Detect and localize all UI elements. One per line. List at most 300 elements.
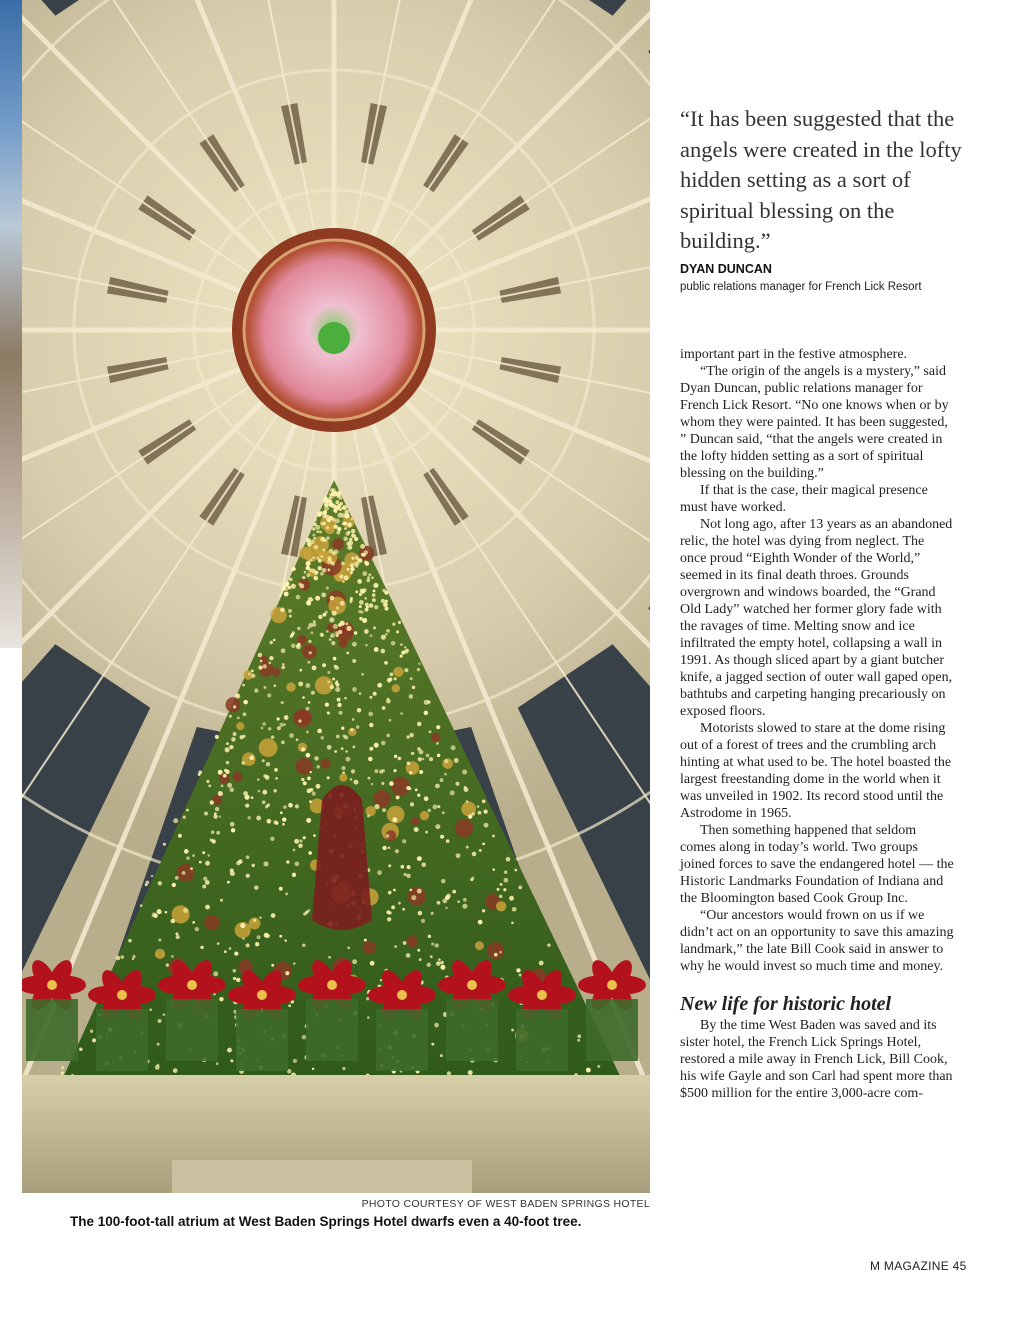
tree-light: [263, 664, 267, 668]
tree-light: [343, 522, 347, 526]
tree-light: [385, 633, 388, 636]
article-paragraph: “Our ancestors would frown on us if we didn’t act on an opportunity to save this amazing landmark,” the late Bill Cook said in answer to why he would invest so much time and money.: [680, 908, 954, 974]
tree-light: [547, 943, 550, 946]
tree-light: [301, 747, 305, 751]
tree-light: [183, 908, 188, 913]
tree-light: [311, 631, 314, 634]
tree-light: [434, 1023, 439, 1028]
poinsettia-center: [467, 980, 477, 990]
tree-ornament: [320, 758, 330, 768]
tree-light: [440, 965, 445, 970]
tree-light: [273, 789, 277, 793]
tree-light: [262, 800, 266, 804]
tree-light: [471, 876, 474, 879]
tree-light: [478, 811, 482, 815]
tree-light: [438, 958, 441, 961]
tree-light: [447, 1071, 451, 1075]
tree-light: [190, 867, 193, 870]
tree-light: [321, 592, 326, 597]
tree-light: [299, 669, 302, 672]
article-paragraph: If that is the case, their magical presence must have worked.: [680, 483, 928, 515]
tree-light: [242, 735, 245, 738]
tree-light: [421, 919, 425, 923]
tree-light: [312, 792, 316, 796]
tree-light: [289, 615, 292, 618]
tree-light: [257, 778, 259, 780]
tree-light: [280, 608, 285, 613]
previous-page-edge: [0, 0, 22, 648]
tree-light: [389, 781, 394, 786]
tree-light: [307, 661, 310, 664]
tree-light: [382, 706, 386, 710]
tree-light: [369, 696, 372, 699]
article-paragraph: “The origin of the angels is a mystery,” said Dyan Duncan, public relations manager for French Lick Resort. “No one knows when or by whom they were painted. It has been suggested, ” Duncan said, “that the angels were created in the lofty hidden setting as a sort of spiritual blessing on the building.”: [680, 364, 949, 481]
tree-light: [246, 855, 250, 859]
tree-light: [279, 935, 282, 938]
tree-light: [336, 531, 340, 535]
tree-light: [509, 896, 514, 901]
tree-light: [283, 805, 287, 809]
tree-light: [163, 1013, 166, 1016]
tree-light: [539, 961, 544, 966]
tree-light: [338, 527, 341, 530]
tree-light: [205, 880, 210, 885]
tree-light: [288, 803, 293, 808]
tree-light: [429, 757, 433, 761]
tree-light: [242, 684, 245, 687]
tree-light: [393, 889, 396, 892]
tree-light: [289, 578, 293, 582]
tree-light: [256, 816, 261, 821]
tree-light: [176, 935, 180, 939]
tree-light: [367, 777, 370, 780]
tree-ornament: [431, 733, 440, 742]
tree-light: [306, 561, 311, 566]
tree-light: [267, 693, 271, 697]
tree-light: [359, 600, 364, 605]
tree-light: [339, 711, 343, 715]
tree-light: [307, 777, 311, 781]
tree-light: [335, 519, 340, 524]
tree-light: [306, 818, 311, 823]
tree-ornament: [293, 709, 311, 727]
tree-light: [404, 646, 406, 648]
poinsettia-foliage: [26, 999, 78, 1061]
tree-light: [466, 846, 469, 849]
tree-ornament: [339, 639, 348, 648]
tree-light: [444, 773, 447, 776]
tree-light: [351, 769, 355, 773]
tree-light: [326, 526, 329, 529]
tree-light: [308, 542, 312, 546]
tree-light: [347, 947, 350, 950]
tree-light: [444, 759, 448, 763]
tree-light: [202, 884, 206, 888]
tree-light: [411, 752, 414, 755]
tree-light: [306, 566, 311, 571]
tree-light: [281, 666, 285, 670]
tree-light: [367, 576, 370, 579]
tree-light: [288, 609, 292, 613]
tree-light: [275, 821, 278, 824]
tree-light: [248, 816, 251, 819]
tree-light: [207, 854, 209, 856]
tree-light: [331, 641, 335, 645]
tree-light: [342, 734, 345, 737]
tree-light: [424, 711, 429, 716]
tree-light: [337, 492, 342, 497]
tree-ornament: [406, 936, 417, 947]
tree-light: [385, 600, 388, 603]
tree-light: [342, 580, 345, 583]
tree-light: [226, 742, 229, 745]
tree-light: [364, 629, 369, 634]
tree-light: [308, 701, 311, 704]
quote-author: DYAN DUNCAN: [680, 262, 772, 276]
tree-light: [337, 703, 341, 707]
tree-light: [262, 790, 267, 795]
tree-light: [329, 549, 334, 554]
tree-light: [387, 917, 391, 921]
tree-light: [407, 761, 411, 765]
tree-light: [322, 663, 326, 667]
tree-light: [339, 575, 343, 579]
tree-light: [335, 500, 339, 504]
tree-light: [283, 723, 285, 725]
tree-light: [374, 647, 379, 652]
tree-light: [132, 958, 134, 960]
tree-light: [316, 525, 321, 530]
tree-light: [327, 776, 330, 779]
tree-light: [390, 672, 394, 676]
tree-light: [314, 545, 319, 550]
tree-light: [304, 571, 307, 574]
poinsettia-center: [257, 990, 267, 1000]
tree-light: [324, 504, 328, 508]
tree-light: [61, 1066, 64, 1069]
tree-light: [298, 843, 303, 848]
tree-light: [398, 902, 401, 905]
tree-light: [241, 761, 245, 765]
tree-light: [316, 784, 321, 789]
tree-light: [330, 596, 335, 601]
tree-light: [437, 901, 441, 905]
tree-light: [359, 593, 362, 596]
tree-light: [217, 942, 220, 945]
tree-light: [406, 874, 410, 878]
tree-light: [320, 522, 323, 525]
tree-light: [227, 1048, 232, 1053]
tree-light: [436, 742, 439, 745]
tree-light: [333, 624, 338, 629]
tree-light: [421, 862, 426, 867]
tree-light: [463, 898, 467, 902]
tree-light: [344, 513, 349, 518]
tree-light: [264, 933, 269, 938]
tree-light: [337, 513, 342, 518]
tree-light: [352, 687, 357, 692]
tree-light: [266, 762, 271, 767]
tree-light: [355, 590, 358, 593]
tree-light: [277, 717, 280, 720]
tree-light: [484, 810, 488, 814]
tree-light: [280, 723, 284, 727]
tree-light: [450, 790, 455, 795]
tree-light: [214, 812, 217, 815]
tree-light: [116, 956, 121, 961]
tree-light: [333, 524, 337, 528]
tree-light: [337, 504, 341, 508]
tree-light: [280, 811, 283, 814]
tree-light: [410, 733, 414, 737]
tree-light: [393, 769, 396, 772]
tree-light: [302, 576, 305, 579]
tree-light: [292, 873, 297, 878]
tree-ornament: [225, 697, 240, 712]
tree-light: [313, 576, 318, 581]
tree-light: [346, 626, 351, 631]
tree-light: [478, 920, 483, 925]
tree-ornament: [391, 777, 410, 796]
tree-light: [165, 911, 168, 914]
tree-light: [303, 836, 306, 839]
tree-light: [435, 943, 439, 947]
tree-light: [430, 955, 433, 958]
tree-light: [213, 971, 218, 976]
tree-light: [484, 823, 489, 828]
tree-light: [320, 572, 324, 576]
tree-light: [511, 922, 513, 924]
tree-light: [336, 735, 340, 739]
tree-light: [261, 727, 264, 730]
tree-light: [441, 879, 446, 884]
tree-light: [404, 649, 408, 653]
tree-light: [334, 750, 337, 753]
tree-light: [404, 668, 408, 672]
tree-light: [402, 908, 405, 911]
tree-light: [341, 747, 344, 750]
tree-ornament: [259, 738, 278, 757]
tree-light: [267, 803, 270, 806]
tree-light: [262, 722, 266, 726]
tree-light: [271, 735, 275, 739]
tree-light: [435, 824, 440, 829]
tree-light: [347, 522, 352, 527]
tree-light: [227, 783, 232, 788]
tree-light: [326, 536, 329, 539]
tree-light: [344, 697, 347, 700]
tree-light: [382, 769, 385, 772]
tree-light: [231, 737, 236, 742]
tree-light: [294, 861, 299, 866]
tree-light: [171, 955, 174, 958]
poinsettia-foliage: [516, 1009, 568, 1071]
tree-light: [364, 939, 367, 942]
tree-light: [325, 702, 329, 706]
tree-light: [497, 888, 500, 891]
tree-light: [417, 668, 420, 671]
tree-light: [398, 757, 402, 761]
tree-light: [275, 777, 278, 780]
tree-light: [332, 611, 337, 616]
tree-light: [234, 952, 238, 956]
tree-light: [335, 680, 338, 683]
tree-light: [258, 653, 263, 658]
tree-ornament: [177, 864, 195, 882]
tree-light: [431, 912, 434, 915]
poinsettia-foliage: [166, 999, 218, 1061]
tree-light: [337, 698, 341, 702]
tree-light: [360, 544, 365, 549]
tree-light: [243, 791, 248, 796]
tree-light: [409, 771, 412, 774]
tree-light: [232, 969, 236, 973]
tree-light: [308, 640, 311, 643]
tree-ornament: [420, 811, 429, 820]
tree-light: [158, 1019, 162, 1023]
tree-ornament: [155, 949, 165, 959]
tree-light: [340, 601, 345, 606]
tree-light: [173, 818, 178, 823]
tree-light: [257, 935, 261, 939]
tree-light: [333, 657, 337, 661]
tree-light: [315, 596, 320, 601]
tree-light: [386, 910, 390, 914]
tree-light: [251, 864, 255, 868]
tree-light: [171, 919, 176, 924]
tree-light: [424, 700, 429, 705]
tree-light: [323, 510, 327, 514]
tree-light: [400, 655, 403, 658]
tree-light: [492, 868, 495, 871]
tree-light: [320, 632, 324, 636]
tree-light: [361, 673, 364, 676]
tree-light: [437, 754, 440, 757]
tree-light: [303, 781, 307, 785]
tree-light: [351, 557, 354, 560]
tree-light: [381, 635, 386, 640]
tree-light: [346, 652, 349, 655]
poinsettia-foliage: [586, 999, 638, 1061]
tree-light: [457, 900, 460, 903]
tree-light: [431, 1043, 434, 1046]
tree-light: [479, 849, 482, 852]
tree-light: [251, 674, 255, 678]
tree-light: [518, 885, 522, 889]
tree-light: [353, 534, 356, 537]
tree-light: [346, 568, 349, 571]
tree-light: [240, 923, 245, 928]
tree-light: [362, 571, 367, 576]
tree-light: [401, 865, 405, 869]
poinsettia-center: [117, 990, 127, 1000]
medallion-center: [318, 322, 350, 354]
tree-light: [200, 946, 203, 949]
photo-credit: PHOTO COURTESY OF WEST BADEN SPRINGS HOTEL: [361, 1198, 650, 1210]
tree-light: [468, 814, 472, 818]
tree-light: [268, 661, 271, 664]
tree-light: [395, 849, 399, 853]
tree-light: [316, 765, 319, 768]
tree-light: [226, 761, 230, 765]
tree-light: [391, 905, 395, 909]
tree-light: [285, 971, 289, 975]
tree-light: [368, 573, 371, 576]
tree-light: [370, 961, 375, 966]
tree-light: [381, 782, 384, 785]
tree-light: [386, 734, 390, 738]
tree-light: [317, 557, 320, 560]
tree-light: [353, 746, 356, 749]
tree-light: [436, 961, 441, 966]
tree-light: [577, 1034, 581, 1038]
tree-light: [329, 638, 332, 641]
ledge-panel: [172, 1160, 472, 1193]
tree-light: [424, 796, 429, 801]
tree-light: [305, 683, 310, 688]
tree-light: [433, 805, 438, 810]
tree-light: [298, 719, 301, 722]
tree-light: [323, 497, 328, 502]
tree-light: [229, 745, 233, 749]
poinsettia-foliage: [306, 999, 358, 1061]
article-paragraph: important part in the festive atmosphere.: [680, 347, 908, 362]
tree-light: [182, 871, 186, 875]
tree-light: [440, 1054, 443, 1057]
tree-light: [289, 733, 294, 738]
tree-ornament: [232, 772, 242, 782]
tree-light: [429, 731, 432, 734]
tree-light: [262, 759, 265, 762]
tree-light: [367, 814, 370, 817]
tree-light: [243, 700, 248, 705]
tree-light: [328, 498, 331, 501]
tree-light: [305, 911, 308, 914]
tree-light: [157, 1043, 160, 1046]
tree-light: [296, 644, 299, 647]
tree-light: [341, 766, 345, 770]
tree-light: [285, 893, 288, 896]
tree-light: [360, 610, 363, 613]
tree-light: [312, 556, 315, 559]
tree-light: [371, 576, 374, 579]
tree-light: [233, 977, 236, 980]
tree-light: [341, 727, 344, 730]
tree-light: [354, 537, 358, 541]
tree-light: [231, 828, 235, 832]
tree-light: [319, 531, 322, 534]
tree-light: [504, 870, 507, 873]
tree-light: [202, 851, 205, 854]
tree-light: [442, 811, 445, 814]
tree-light: [364, 597, 367, 600]
tree-light: [419, 770, 423, 774]
tree-light: [270, 837, 274, 841]
tree-light: [310, 788, 314, 792]
tree-light: [273, 684, 276, 687]
tree-light: [400, 643, 403, 646]
tree-light: [350, 778, 353, 781]
tree-light: [195, 927, 199, 931]
tree-light: [251, 669, 254, 672]
tree-light: [308, 623, 313, 628]
poinsettia-center: [607, 980, 617, 990]
tree-light: [471, 812, 475, 816]
tree-ornament: [455, 819, 473, 837]
tree-light: [357, 579, 362, 584]
tree-light: [355, 565, 358, 568]
tree-light: [271, 913, 276, 918]
